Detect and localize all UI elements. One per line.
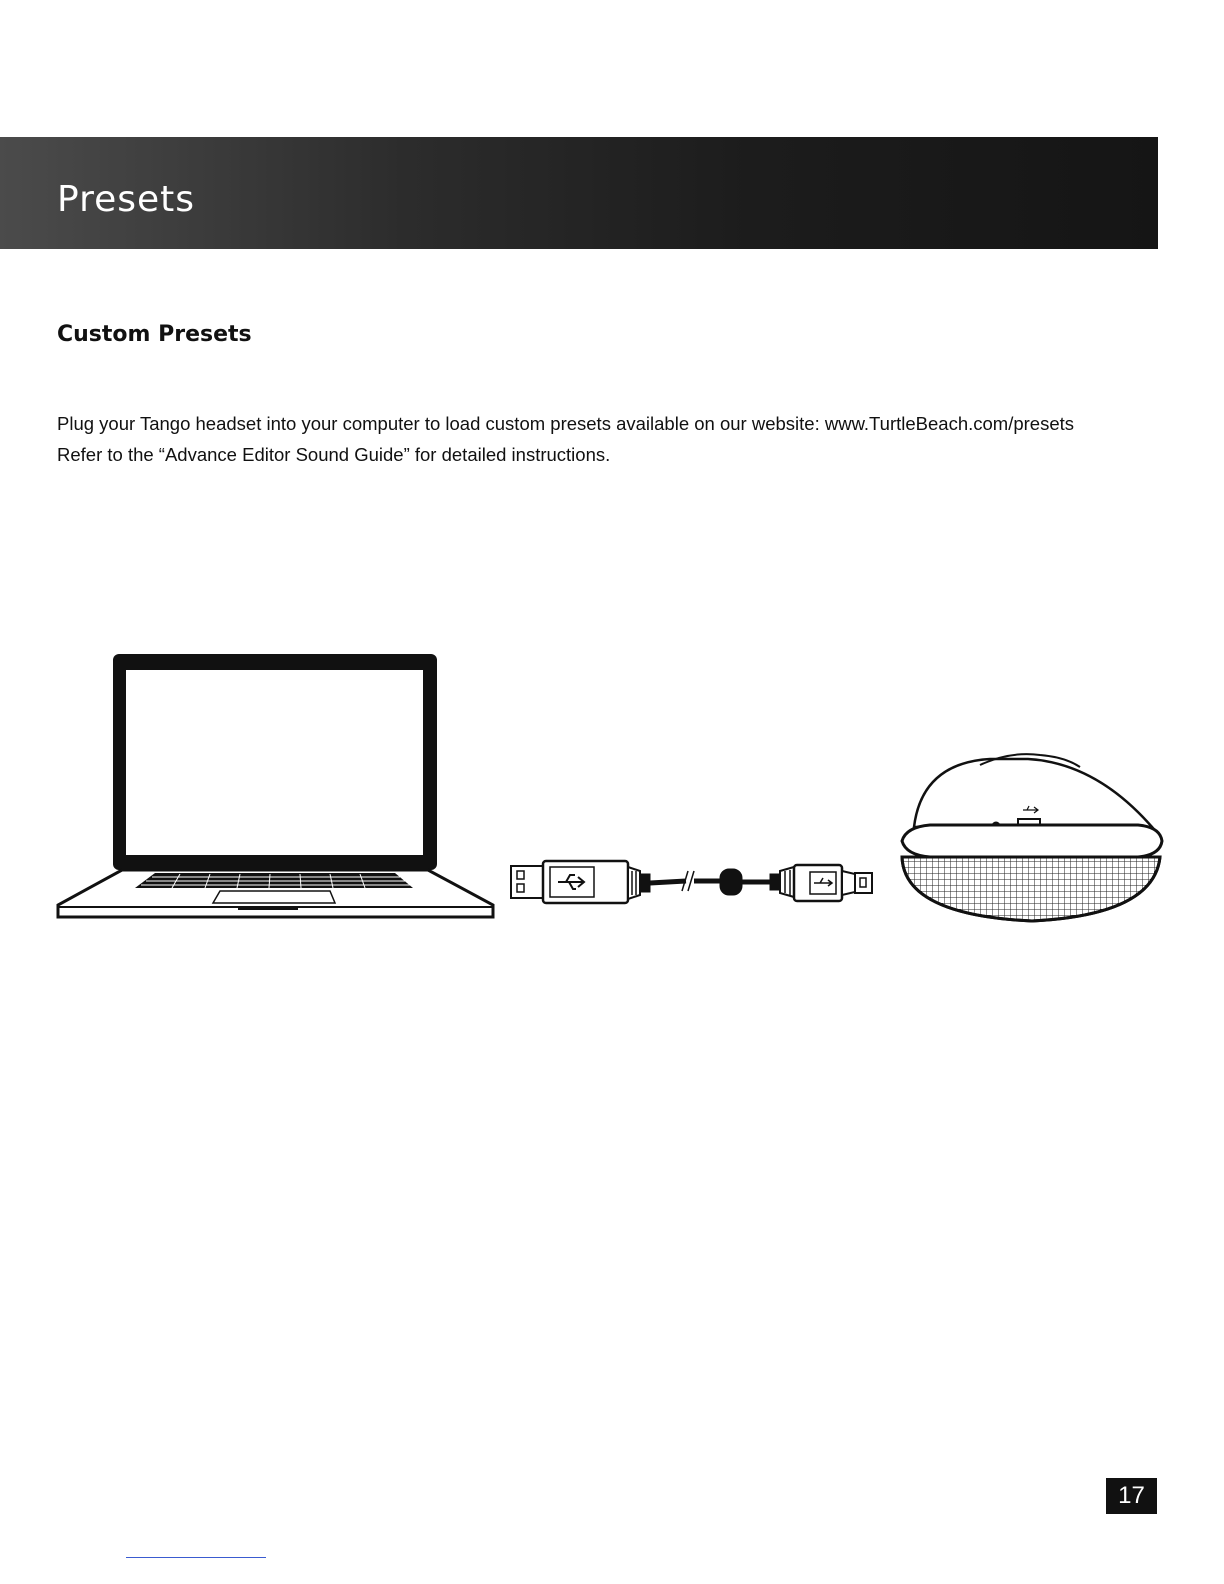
- page-number: 17: [1106, 1478, 1157, 1514]
- connection-illustration: [50, 645, 1170, 935]
- laptop-icon: [58, 654, 493, 917]
- footer-link-underline: [126, 1557, 266, 1558]
- instructions-text: [57, 408, 1167, 470]
- headset-earcup-icon: [902, 754, 1162, 921]
- section-heading: Custom Presets: [57, 322, 252, 347]
- usb-cable-icon: [511, 861, 872, 903]
- instructions-line-2: Refer to the “Advance Editor Sound Guide” for detailed instructions.: [57, 444, 611, 465]
- page-title: Presets: [57, 179, 196, 220]
- instructions-line-1: Plug your Tango headset into your computer to load custom presets available on our website: www.TurtleBeach.com/presets: [57, 413, 1075, 434]
